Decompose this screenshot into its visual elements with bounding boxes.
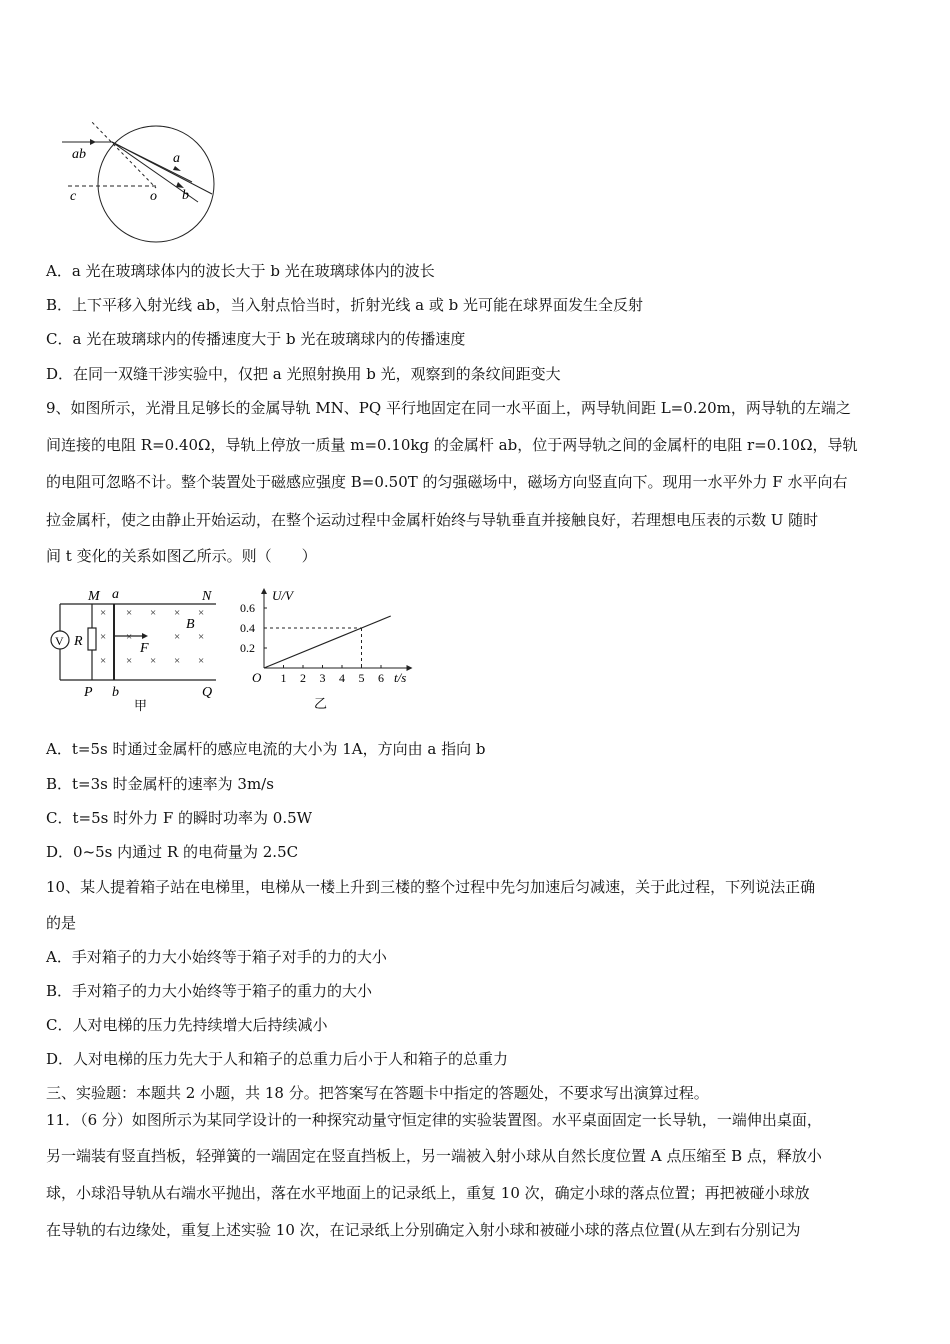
section-3-heading: 三、实验题：本题共 2 小题，共 18 分。把答案写在答题卡中指定的答题处，不要求写出演算过程。 xyxy=(46,1084,709,1102)
q9-line-1: 9、如图所示，光滑且足够长的金属导轨 MN、PQ 平行地固定在同一水平面上，两导轨间距 L=0.20m，两导轨的左端之 xyxy=(46,399,851,417)
x-axis-arrow xyxy=(407,665,413,671)
q8-option-a: A．a 光在玻璃球体内的波长大于 b 光在玻璃球体内的波长 xyxy=(46,262,435,280)
svg-text:×: × xyxy=(174,655,181,667)
label-M: M xyxy=(88,589,100,604)
chart-origin: O xyxy=(252,670,262,685)
svg-text:×: × xyxy=(126,655,133,667)
y-tick-label: 0.4 xyxy=(240,621,255,635)
q11-line-2: 另一端装有竖直挡板，轻弹簧的一端固定在竖直挡板上，另一端被入射小球从自然长度位置 A 点压缩至 B 点，释放小 xyxy=(46,1147,822,1165)
label-N: N xyxy=(202,589,212,604)
svg-text:×: × xyxy=(150,607,157,619)
q10-line-1: 10、某人提着箱子站在电梯里，电梯从一楼上升到三楼的整个过程中先匀加速后匀减速，关于此过程，下列说法正确 xyxy=(46,878,816,896)
q11-line-3: 球，小球沿导轨从右端水平抛出，落在水平地面上的记录纸上，重复 10 次，确定小球的落点位置；再把被碰小球放 xyxy=(46,1184,810,1202)
svg-text:×: × xyxy=(174,607,181,619)
x-tick-label: 3 xyxy=(319,671,326,685)
label-P: P xyxy=(84,685,93,700)
y-tick-label: 0.2 xyxy=(240,641,255,655)
svg-text:×: × xyxy=(100,655,107,667)
q11-line-4: 在导轨的右边缘处，重复上述实验 10 次，在记录纸上分别确定入射小球和被碰小球的落点位置(从左到右分别记为 xyxy=(46,1221,801,1239)
y-tick-label: 0.6 xyxy=(240,601,255,615)
q9-line-3: 的电阻可忽略不计。整个装置处于磁感应强度 B=0.50T 的匀强磁场中，磁场方向竖直向下。现用一水平外力 F 水平向右 xyxy=(46,473,848,491)
svg-text:×: × xyxy=(198,631,205,643)
q8-option-d: D．在同一双缝干涉实验中，仅把 a 光照射换用 b 光，观察到的条纹间距变大 xyxy=(46,365,561,383)
svg-text:×: × xyxy=(100,631,107,643)
label-F: F xyxy=(140,641,149,656)
chart-ylabel: U/V xyxy=(272,588,293,603)
label-b: b xyxy=(182,188,189,203)
q10-option-b: B．手对箱子的力大小始终等于箱子的重力的大小 xyxy=(46,982,373,1000)
x-tick-label: 2 xyxy=(300,671,306,685)
q11-line-1: 11．（6 分）如图所示为某同学设计的一种探究动量守恒定律的实验装置图。水平桌面固定一长导轨，一端伸出桌面， xyxy=(46,1111,822,1129)
caption-jia: 甲 xyxy=(134,698,148,713)
q9-option-b: B．t=3s 时金属杆的速率为 3m/s xyxy=(46,775,274,793)
label-ab: ab xyxy=(72,147,86,162)
q10-option-c: C．人对电梯的压力先持续增大后持续减小 xyxy=(46,1016,328,1034)
label-a: a xyxy=(173,151,180,166)
q9-line-2: 间连接的电阻 R=0.40Ω，导轨上停放一质量 m=0.10kg 的金属杆 ab，位于两导轨之间的金属杆的电阻 r=0.10Ω，导轨 xyxy=(46,436,858,454)
label-b: b xyxy=(112,685,119,700)
q9-option-c: C．t=5s 时外力 F 的瞬时功率为 0.5W xyxy=(46,809,313,827)
glass-sphere-figure xyxy=(60,122,230,247)
svg-text:×: × xyxy=(126,607,133,619)
label-a: a xyxy=(112,587,119,602)
label-c: c xyxy=(70,189,77,204)
q10-option-d: D．人对电梯的压力先大于人和箱子的总重力后小于人和箱子的总重力 xyxy=(46,1050,509,1068)
label-R: R xyxy=(74,634,83,649)
y-axis-arrow xyxy=(261,588,267,594)
q9-line-4: 拉金属杆，使之由静止开始运动，在整个运动过程中金属杆始终与导轨垂直并接触良好，若理想电压表的示数 U 随时 xyxy=(46,511,819,529)
chart-xlabel: t/s xyxy=(394,670,407,685)
u-t-chart xyxy=(236,584,416,714)
label-Q: Q xyxy=(202,685,213,700)
x-tick-label: 5 xyxy=(358,671,365,685)
voltmeter-label: V xyxy=(55,634,64,648)
x-tick-label: 1 xyxy=(280,671,287,685)
svg-text:×: × xyxy=(126,631,133,643)
svg-text:×: × xyxy=(174,631,181,643)
chart-caption: 乙 xyxy=(314,696,328,711)
svg-text:×: × xyxy=(150,655,157,667)
svg-text:×: × xyxy=(100,607,107,619)
q10-line-2: 的是 xyxy=(46,914,77,932)
q8-option-c: C．a 光在玻璃球内的传播速度大于 b 光在玻璃球内的传播速度 xyxy=(46,330,466,348)
q9-option-a: A．t=5s 时通过金属杆的感应电流的大小为 1A，方向由 a 指向 b xyxy=(46,740,486,758)
svg-text:×: × xyxy=(198,607,205,619)
svg-text:×: × xyxy=(198,655,205,667)
x-tick-label: 6 xyxy=(378,671,384,685)
rail-circuit-figure xyxy=(46,584,226,714)
q8-option-b: B．上下平移入射光线 ab，当入射点恰当时，折射光线 a 或 b 光可能在球界面发生全反射 xyxy=(46,296,643,314)
label-o: o xyxy=(150,189,157,204)
x-tick-label: 4 xyxy=(339,671,345,685)
q9-option-d: D．0~5s 内通过 R 的电荷量为 2.5C xyxy=(46,843,299,861)
q9-line-5: 间 t 变化的关系如图乙所示。则（ ） xyxy=(46,547,317,565)
q10-option-a: A．手对箱子的力大小始终等于箱子对手的力的大小 xyxy=(46,948,387,966)
label-B: B xyxy=(186,617,195,632)
u-t-series-line xyxy=(264,616,391,668)
